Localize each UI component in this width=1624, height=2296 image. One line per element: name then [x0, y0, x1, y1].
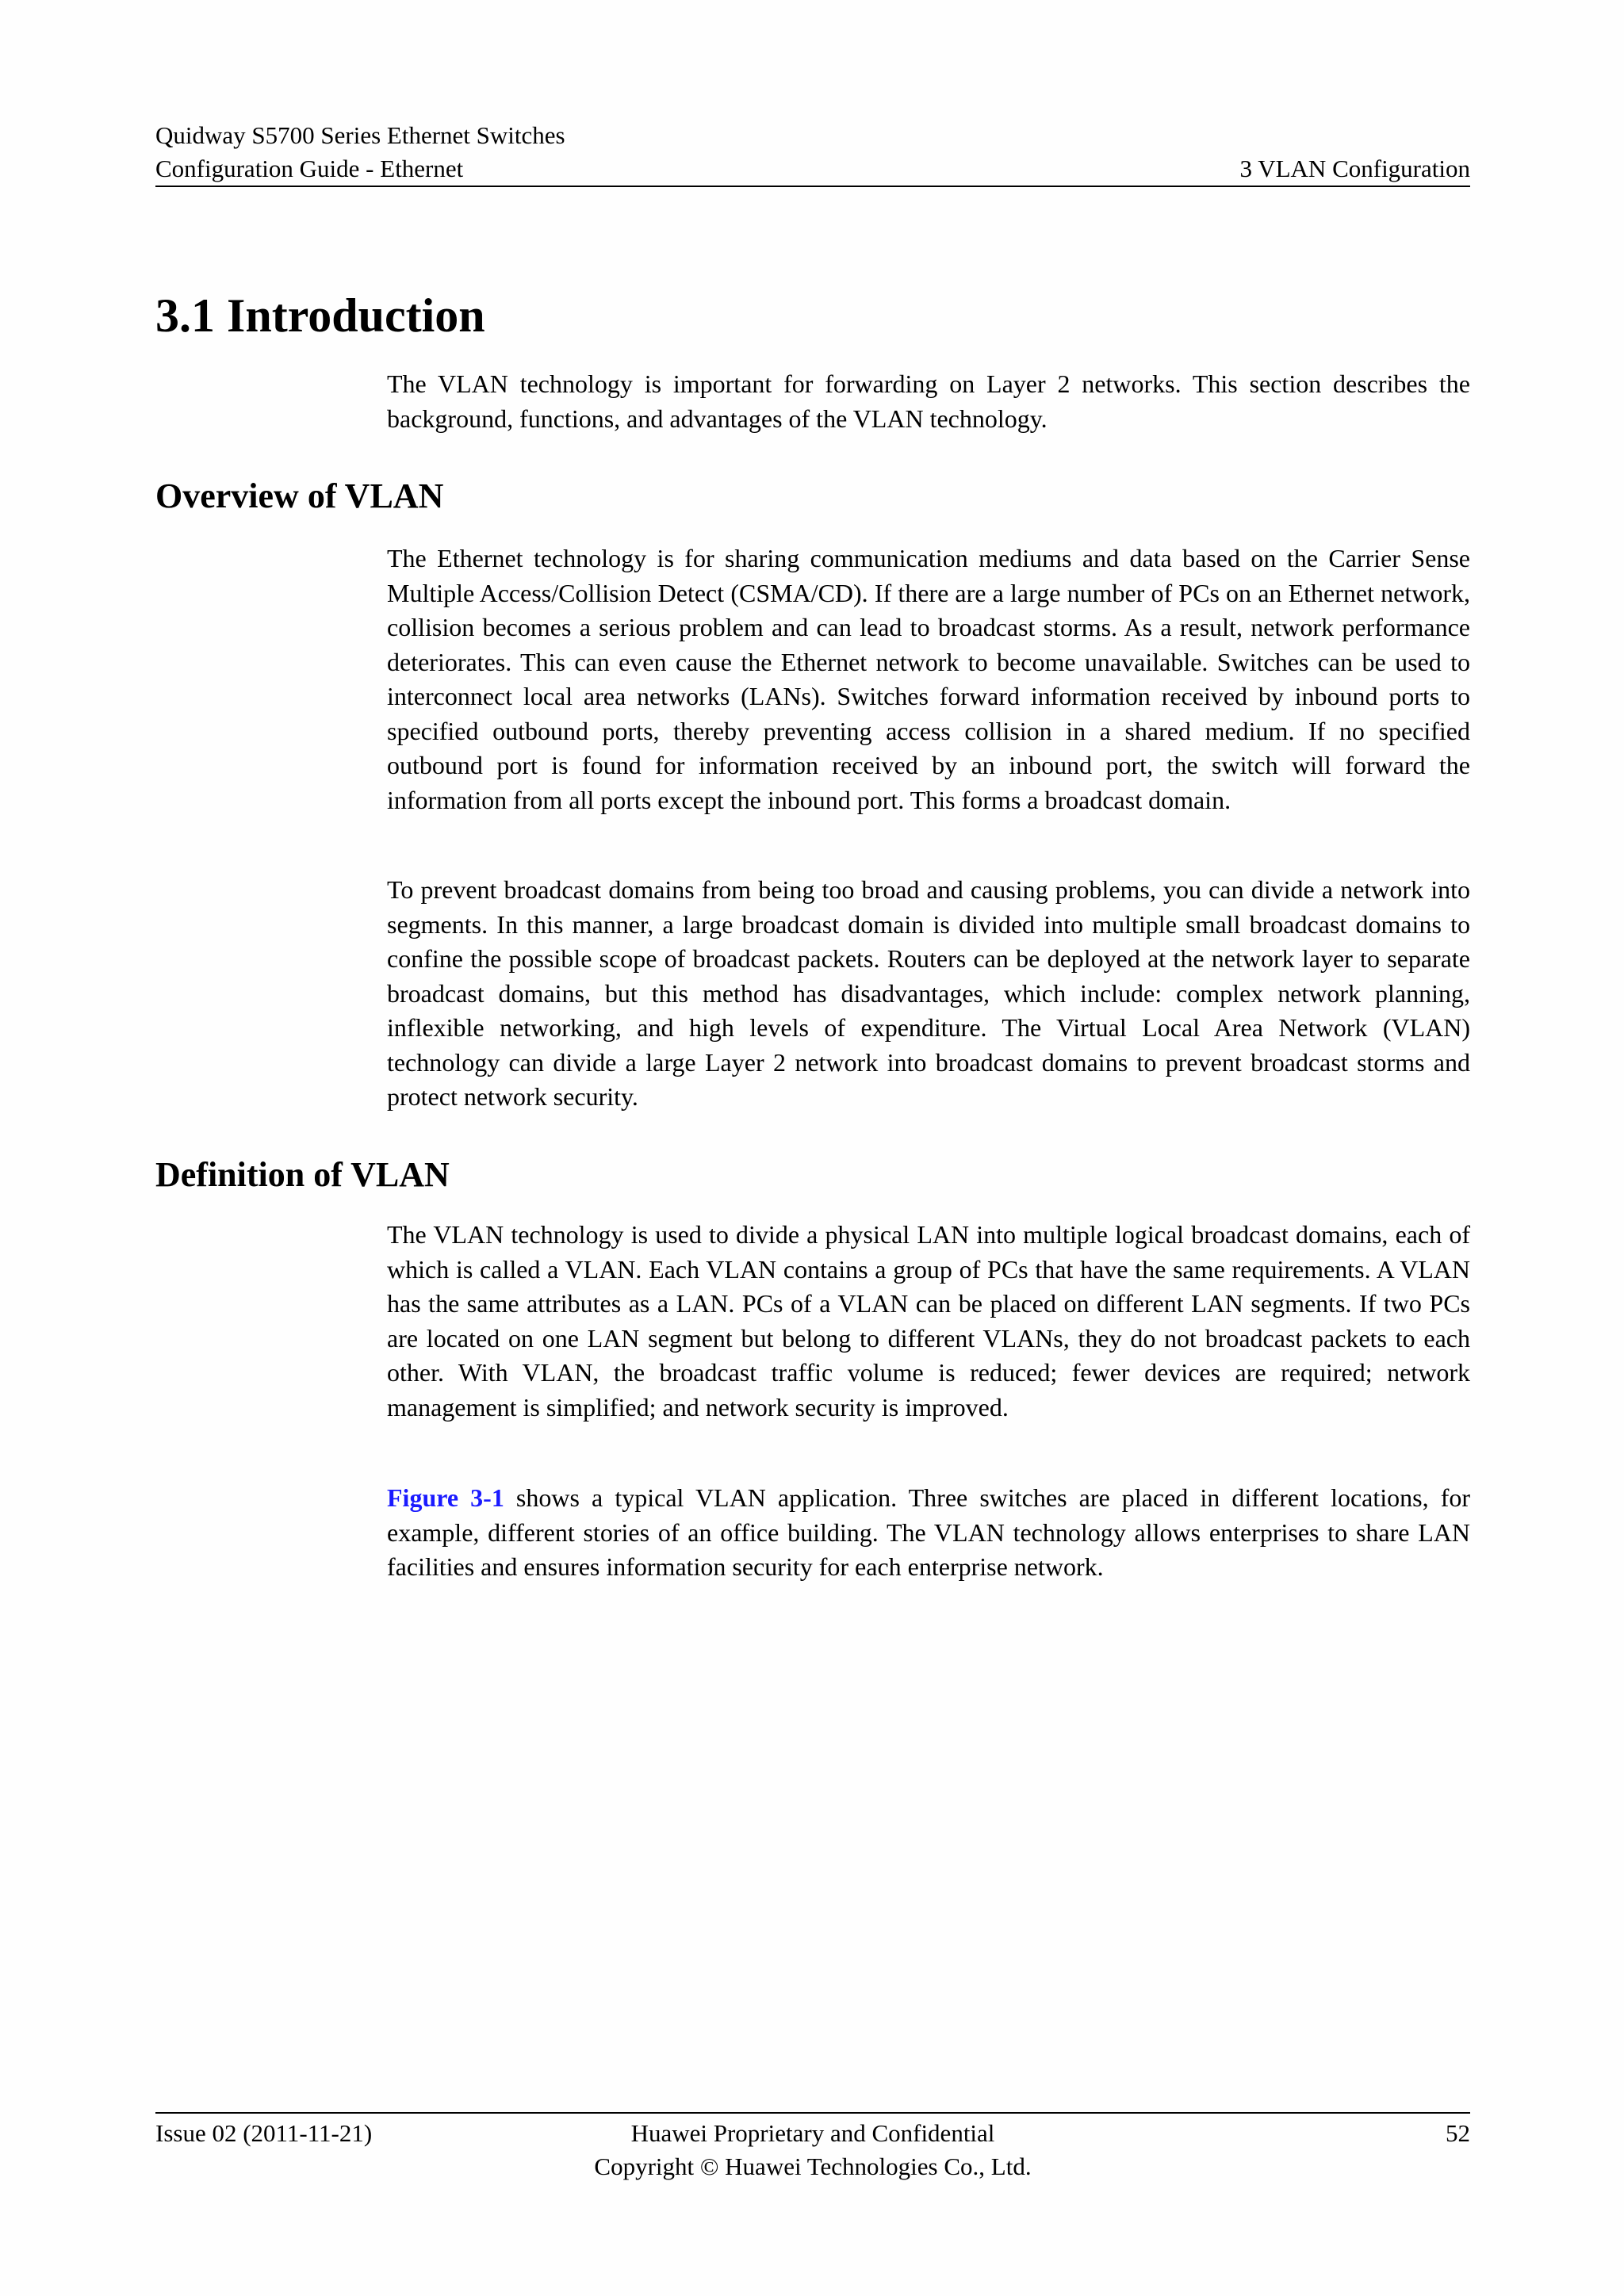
definition-heading: Definition of VLAN	[155, 1155, 450, 1194]
header-chapter-title: 3 VLAN Configuration	[1239, 155, 1470, 182]
footer-confidential: Huawei Proprietary and Confidential	[630, 2119, 995, 2147]
footer-page-number: 52	[1446, 2119, 1470, 2147]
overview-paragraph-1: The Ethernet technology is for sharing communication mediums and data based on the Carrier Sense Multiple Access/Collision Detect (CSMA/CD). If there are a large number of PCs on an Ethernet network, collision becomes a serious problem and can lead to broadcast storms. As a result, network performance deteriorates. This can even cause the Ethernet network to become unavailable. Switches can be used to interconnect local area networks (LANs). Switches forward information received by inbound ports to specified outbound ports, thereby preventing access collision in a shared medium. If no specified outbound port is found for information received by an inbound port, the switch will forward the information from all ports except the inbound port. This forms a broadcast domain.	[387, 544, 1470, 814]
footer-issue: Issue 02 (2011-11-21)	[155, 2119, 373, 2147]
footer-copyright: Copyright © Huawei Technologies Co., Ltd.	[594, 2152, 1032, 2180]
overview-paragraph-2: To prevent broadcast domains from being too broad and causing problems, you can divide a network into segments. In this manner, a large broadcast domain is divided into multiple small broadcast domains to confine the possible scope of broadcast packets. Routers can be deployed at the network layer to separate broadcast domains, but this method has disadvantages, which include: complex network planning, inflexible networking, and high levels of expenditure. The Virtual Local Area Network (VLAN) technology can divide a large Layer 2 network into broadcast domains to prevent broadcast storms and protect network security.	[387, 875, 1470, 1111]
header-product-title: Quidway S5700 Series Ethernet Switches	[155, 121, 565, 149]
definition-paragraph-1: The VLAN technology is used to divide a physical LAN into multiple logical broadcast domains, each of which is called a VLAN. Each VLAN contains a group of PCs that have the same requirements. A VLAN has the same attributes as a LAN. PCs of a VLAN can be placed on different LAN segments. If two PCs are located on one LAN segment but belong to different VLANs, they do not broadcast packets to each other. With VLAN, the broadcast traffic volume is reduced; fewer devices are required; network management is simplified; and network security is improved.	[387, 1220, 1470, 1422]
section-title: 3.1 Introduction	[155, 289, 485, 342]
overview-heading: Overview of VLAN	[155, 476, 444, 515]
footer-center	[155, 2117, 1470, 2183]
intro-paragraph: The VLAN technology is important for forwarding on Layer 2 networks. This section describes the background, functions, and advantages of the VLAN technology.	[387, 369, 1470, 433]
definition-paragraph-2-text: shows a typical VLAN application. Three switches are placed in different locations, for example, different stories of an office building. The VLAN technology allows enterprises to share LAN facilities and ensures information security for each enterprise network.	[387, 1483, 1471, 1581]
figure-3-1-link[interactable]: Figure 3-1	[387, 1483, 504, 1512]
page-footer	[155, 2112, 1470, 2187]
definition-paragraph-2	[387, 1481, 1470, 1585]
header-guide-title: Configuration Guide - Ethernet	[155, 155, 464, 182]
page-header	[155, 119, 1470, 187]
